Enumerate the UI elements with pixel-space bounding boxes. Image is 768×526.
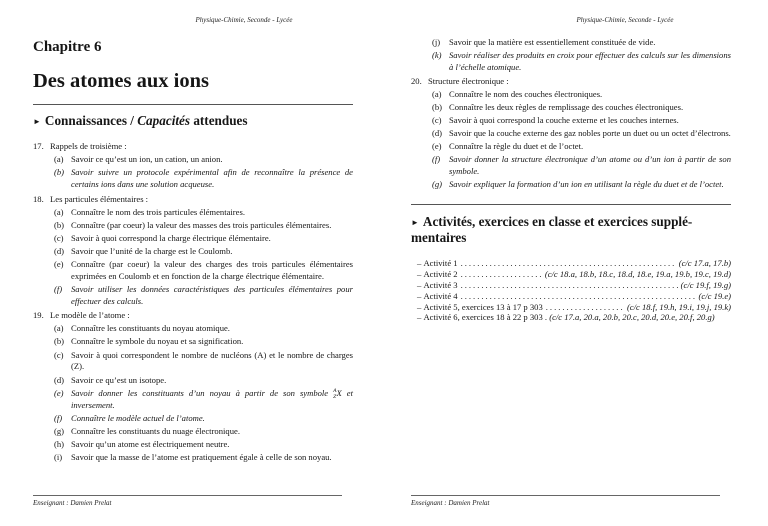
list-item-19j: (j) Savoir que la matière est essentiellement constituée de vide. <box>432 36 656 47</box>
dot-leader <box>461 269 542 280</box>
list-item-20a: (a) Connaître le nom des couches électroniques. <box>432 89 603 99</box>
chapter-label: Chapitre 6 <box>33 39 102 55</box>
list-item-19b: (b) Connaître le symbole du noyau et sa signification. <box>54 336 244 347</box>
list-item-19i: (i) Savoir que la masse de l’atome est pratiquement égale à celle de son noyau. <box>54 452 332 463</box>
list-item-18e: (e) Connaître (par coeur) la valeur des charges des trois particules élémentaires exprimées en Coulomb et en fonction de la charge électrique élémentaire. <box>54 258 353 281</box>
list-item-18c: (c) Savoir à quoi correspond la charge électrique élémentaire. <box>54 232 271 243</box>
list-item-20b: (b) Connaître les deux règles de remplissage des couches électroniques. <box>432 102 684 113</box>
page-footer: Enseignant : Damien Prelat <box>411 495 720 507</box>
list-item-20f: (f) Savoir donner la structure électronique d’un atome ou d’un ion à partir de son symbole. <box>432 154 731 177</box>
knowledge-list-right <box>411 37 731 192</box>
section-activites-heading <box>411 214 731 246</box>
triangle-bullet-icon: ► <box>33 116 41 126</box>
list-item-20 <box>411 76 731 191</box>
item-number: 18. <box>33 193 44 204</box>
activities-list <box>417 258 731 323</box>
list-item-18f: (f) Savoir utiliser les données caractéristiques des particules élémentaires pour effectuer des calculs. <box>54 283 353 306</box>
knowledge-list-left <box>33 141 353 464</box>
list-item-19d: (d) Savoir ce qu’est un isotope. <box>54 374 167 385</box>
list-item-20d: (d) Savoir que la couche externe des gaz nobles porte un duet ou un octet d’électrons. <box>432 128 731 139</box>
list-item-19a: (a) Connaître les constituants du noyau atomique. <box>54 323 230 334</box>
section-connaissances-heading <box>33 113 353 129</box>
dot-leader <box>546 302 624 313</box>
list-item-19k: (k) Savoir réaliser des produits en croix pour effectuer des calculs sur les dimensions à l’échelle atomique. <box>432 49 731 72</box>
list-item-19h: (h) Savoir qu’un atome est électriquement neutre. <box>54 439 230 450</box>
section-title: Activités, exercices en classe et exercices supplémentaires <box>411 214 693 246</box>
list-item-18d: (d) Savoir que l’unité de la charge est le Coulomb. <box>54 245 233 256</box>
list-item-19g: (g) Connaître les constituants du nuage électronique. <box>54 426 240 437</box>
dot-leader <box>461 258 676 269</box>
triangle-bullet-icon: ► <box>411 217 419 227</box>
activity-row-1: – Activité 1 ..... (c/c 17.a, 17.b) <box>417 258 731 269</box>
chapter-title: Des atomes aux ions <box>33 70 209 92</box>
list-item-18a: (a) Connaître le nom des trois particules élémentaires. <box>54 206 245 217</box>
item-number: 20. <box>411 75 422 86</box>
page-left-content <box>33 0 353 464</box>
page-right <box>384 0 768 526</box>
running-header: Physique-Chimie, Seconde - Lycée <box>195 16 293 24</box>
list-item-20g: (g) Savoir expliquer la formation d’un ion en utilisant la règle du duet et de l’octet. <box>432 179 724 190</box>
list-item-20c: (c) Savoir à quoi correspond la couche externe et les couches internes. <box>432 115 679 126</box>
running-header: Physique-Chimie, Seconde - Lycée <box>576 16 674 24</box>
item-number: 17. <box>33 141 44 151</box>
nuclide-symbol: A Z X <box>333 387 342 400</box>
activity-row-3: – Activité 3 ..... (c/c 19.f, 19.g) <box>417 280 731 291</box>
item-number: 19. <box>33 310 44 321</box>
title-rule <box>33 104 353 105</box>
list-item-18b: (b) Connaître (par coeur) la valeur des masses des trois particules élémentaires. <box>54 219 332 230</box>
list-item-17b: (b) Savoir suivre un protocole expérimental afin de reconnaître la présence de certains ions dans une solution acqueuse. <box>54 167 353 190</box>
section-title-part: Connaissances / <box>44 113 138 128</box>
item-label: Structure électronique : <box>428 75 509 86</box>
page-footer: Enseignant : Damien Prelat <box>33 495 342 507</box>
list-item-19f: (f) Connaître le modèle actuel de l’atome. <box>54 412 205 423</box>
item-label: Les particules élémentaires : <box>50 193 149 204</box>
dot-leader <box>461 280 678 291</box>
section-title-part: attendues <box>190 113 248 128</box>
activities-section <box>411 204 731 323</box>
activity-row-5: – Activité 5, exercices 13 à 17 p 303 ..... (c/c 18.f, 19.h, 19.i, 19.j, 19.k) <box>417 302 731 313</box>
item-label: Rappels de troisième : <box>50 141 127 151</box>
list-item-19-continued <box>411 37 731 74</box>
dot-leader <box>461 291 696 302</box>
item-label: Le modèle de l’atome : <box>50 310 130 321</box>
list-item-20e: (e) Connaître la règle du duet et de l’octet. <box>432 141 584 152</box>
section-rule <box>411 204 731 205</box>
list-item-19c: (c) Savoir à quoi correspondent le nombre de nucléons (A) et le nombre de charges (Z). <box>54 349 353 372</box>
page-right-content <box>411 0 731 323</box>
activity-row-6: – Activité 6, exercices 18 à 22 p 303 . (c/c 17.a, 20.a, 20.b, 20.c, 20.d, 20.e, 20.f, 20.g) <box>417 312 731 323</box>
activity-row-4: – Activité 4 ..... (c/c 19.e) <box>417 291 731 302</box>
list-item-17 <box>33 141 353 191</box>
list-item-19e: (e) Savoir donner les constituants d’un noyau à partir de son symbole A Z X et inversement. <box>54 387 353 410</box>
activity-row-2: – Activité 2 ..... (c/c 18.a, 18.b, 18.c, 18.d, 18.e, 19.a, 19.b, 19.c, 19.d) <box>417 269 731 280</box>
list-item-19 <box>33 310 353 464</box>
list-item-17a: (a) Savoir ce qu’est un ion, un cation, un anion. <box>54 154 223 165</box>
list-item-18 <box>33 194 353 308</box>
section-title-italic: Capacités <box>137 113 191 128</box>
